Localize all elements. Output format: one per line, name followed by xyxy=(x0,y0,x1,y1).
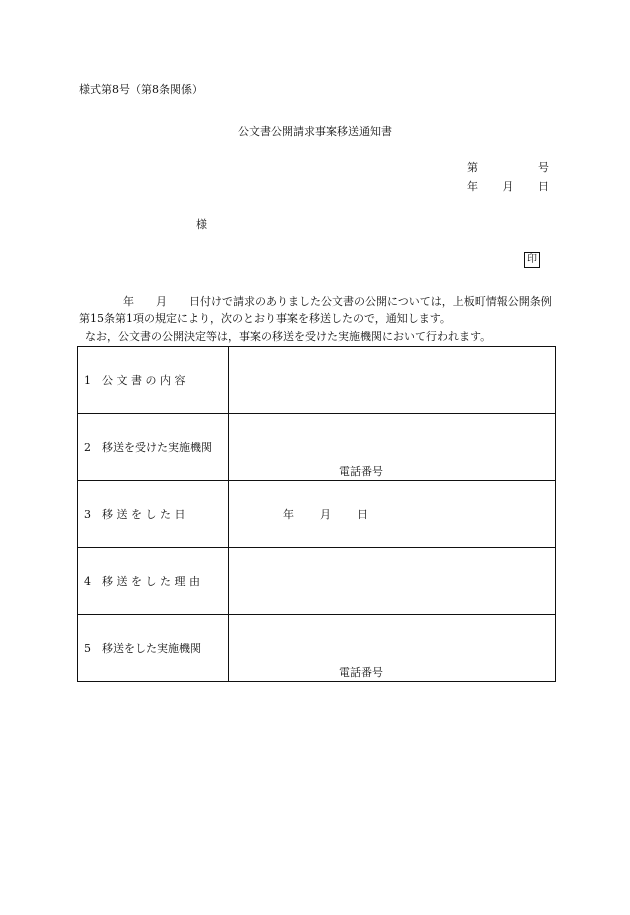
phone-label: 電話番号 xyxy=(339,465,383,478)
form-number: 様式第8号（第8条関係） xyxy=(79,83,203,96)
transfer-month: 月 xyxy=(320,508,331,521)
transfer-reason-field xyxy=(229,548,556,615)
number-prefix: 第 xyxy=(467,161,478,174)
date-month: 月 xyxy=(502,180,514,193)
document-number-line xyxy=(467,161,549,175)
table-row xyxy=(78,615,556,682)
row-label: 3 移 送 を し た 日 xyxy=(84,508,186,521)
number-suffix: 号 xyxy=(538,161,549,174)
row-label: 1 公 文 書 の 内 容 xyxy=(84,374,186,387)
document-title: 公文書公開請求事案移送通知書 xyxy=(238,125,392,138)
row-label: 2 移送を受けた実施機関 xyxy=(84,441,212,454)
row-label: 5 移送をした実施機関 xyxy=(84,642,201,655)
p1-month: 月 xyxy=(156,295,167,308)
table-row xyxy=(78,548,556,615)
date-year: 年 xyxy=(467,180,478,193)
row-label: 4 移 送 を し た 理 由 xyxy=(84,575,200,588)
receiving-agency-field xyxy=(229,414,556,481)
transfer-date-values xyxy=(283,506,368,522)
row-label-cell xyxy=(78,615,229,682)
p1-year: 年 xyxy=(123,295,134,308)
row-label-cell xyxy=(78,414,229,481)
table-row xyxy=(78,414,556,481)
transfer-date-field xyxy=(229,481,556,548)
row-label-cell xyxy=(78,548,229,615)
table-row xyxy=(78,481,556,548)
table-row xyxy=(78,347,556,414)
phone-label: 電話番号 xyxy=(339,666,383,679)
document-content-field xyxy=(229,347,556,414)
document-date-line xyxy=(467,180,549,194)
row-label-cell xyxy=(78,347,229,414)
addressee-suffix: 様 xyxy=(196,218,207,231)
transfer-day: 日 xyxy=(357,508,368,521)
body-paragraph-1 xyxy=(79,293,559,327)
date-day: 日 xyxy=(538,180,549,193)
transfer-year: 年 xyxy=(283,508,294,521)
body-paragraph-2: なお，公文書の公開決定等は，事案の移送を受けた実施機関において行われます。 xyxy=(85,330,492,343)
seal-mark: 印 xyxy=(524,252,540,268)
transfer-details-table xyxy=(77,346,556,682)
row-label-cell xyxy=(78,481,229,548)
transferring-agency-field xyxy=(229,615,556,682)
p1-text: 日付けで請求のありました公文書の公開については，上板町情報公開条例第15条第1項の規定により，次のとおり事案を移送したので，通知します。 xyxy=(79,295,552,325)
